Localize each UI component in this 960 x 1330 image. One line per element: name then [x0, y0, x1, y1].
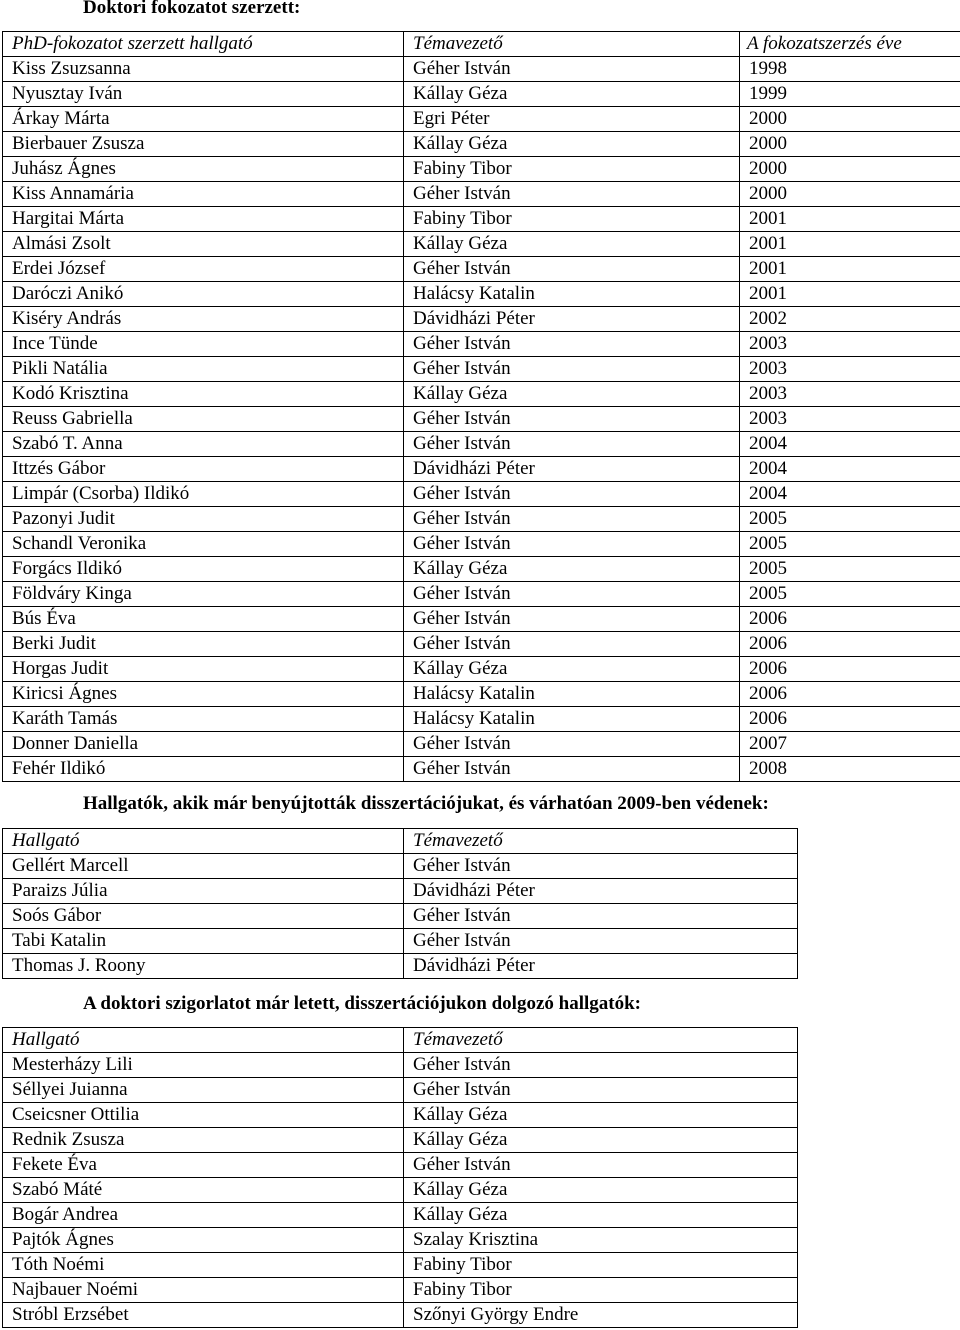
student-cell: Bierbauer Zsusza — [3, 132, 404, 157]
column-header-student: Hallgató — [3, 829, 404, 854]
year-cell: 2006 — [740, 632, 960, 657]
year-cell: 2000 — [740, 157, 960, 182]
student-cell: Pazonyi Judit — [3, 507, 404, 532]
year-cell: 2004 — [740, 432, 960, 457]
student-cell: Thomas J. Roony — [3, 954, 404, 979]
supervisor-cell: Géher István — [404, 182, 740, 207]
year-cell: 2006 — [740, 657, 960, 682]
year-cell: 2008 — [740, 757, 960, 782]
student-cell: Horgas Judit — [3, 657, 404, 682]
supervisor-cell: Géher István — [404, 1153, 798, 1178]
column-header-supervisor: Témavezető — [404, 829, 798, 854]
supervisor-cell: Dávidházi Péter — [404, 307, 740, 332]
year-cell: 2003 — [740, 407, 960, 432]
table-row — [3, 157, 960, 182]
table-row — [3, 707, 960, 732]
supervisor-cell: Géher István — [404, 757, 740, 782]
table-row — [3, 682, 960, 707]
student-cell: Juhász Ágnes — [3, 157, 404, 182]
year-cell: 2000 — [740, 182, 960, 207]
table-header-row — [3, 1028, 798, 1053]
supervisor-cell: Géher István — [404, 854, 798, 879]
table-row — [3, 954, 798, 979]
table-row — [3, 1203, 798, 1228]
table-row — [3, 332, 960, 357]
supervisor-cell: Géher István — [404, 482, 740, 507]
table-row — [3, 407, 960, 432]
year-cell: 2001 — [740, 232, 960, 257]
student-cell: Kiséry András — [3, 307, 404, 332]
supervisor-cell: Géher István — [404, 607, 740, 632]
table-row — [3, 1153, 798, 1178]
supervisor-cell: Géher István — [404, 432, 740, 457]
supervisor-cell: Kállay Géza — [404, 1128, 798, 1153]
supervisor-cell: Halácsy Katalin — [404, 282, 740, 307]
supervisor-cell: Fabiny Tibor — [404, 157, 740, 182]
table-row — [3, 757, 960, 782]
year-cell: 2001 — [740, 257, 960, 282]
table-row — [3, 732, 960, 757]
table-row — [3, 607, 960, 632]
year-cell: 2005 — [740, 557, 960, 582]
table-row — [3, 929, 798, 954]
supervisor-cell: Fabiny Tibor — [404, 1278, 798, 1303]
supervisor-cell: Kállay Géza — [404, 382, 740, 407]
student-cell: Földváry Kinga — [3, 582, 404, 607]
table-row — [3, 1228, 798, 1253]
student-cell: Ince Tünde — [3, 332, 404, 357]
student-cell: Kiss Zsuzsanna — [3, 57, 404, 82]
table-row — [3, 132, 960, 157]
year-cell: 2007 — [740, 732, 960, 757]
student-cell: Tabi Katalin — [3, 929, 404, 954]
table-row — [3, 1278, 798, 1303]
year-cell: 2001 — [740, 207, 960, 232]
table-row — [3, 657, 960, 682]
student-cell: Hargitai Márta — [3, 207, 404, 232]
year-cell: 2003 — [740, 332, 960, 357]
student-cell: Kiss Annamária — [3, 182, 404, 207]
in-progress-table — [2, 1027, 798, 1328]
student-cell: Pikli Natália — [3, 357, 404, 382]
supervisor-cell: Géher István — [404, 532, 740, 557]
year-cell: 2006 — [740, 707, 960, 732]
table-row — [3, 507, 960, 532]
student-cell: Soós Gábor — [3, 904, 404, 929]
table-row — [3, 182, 960, 207]
student-cell: Pajtók Ágnes — [3, 1228, 404, 1253]
supervisor-cell: Kállay Géza — [404, 1103, 798, 1128]
student-cell: Daróczi Anikó — [3, 282, 404, 307]
student-cell: Erdei József — [3, 257, 404, 282]
supervisor-cell: Géher István — [404, 407, 740, 432]
student-cell: Stróbl Erzsébet — [3, 1303, 404, 1328]
supervisor-cell: Géher István — [404, 507, 740, 532]
student-cell: Almási Zsolt — [3, 232, 404, 257]
student-cell: Szabó T. Anna — [3, 432, 404, 457]
year-cell: 2005 — [740, 507, 960, 532]
table-row — [3, 432, 960, 457]
table-row — [3, 557, 960, 582]
supervisor-cell: Fabiny Tibor — [404, 1253, 798, 1278]
supervisor-cell: Fabiny Tibor — [404, 207, 740, 232]
section-heading-in-progress: A doktori szigorlatot már letett, disszertációjukon dolgozó hallgatók: — [83, 993, 641, 1014]
student-cell: Fehér Ildikó — [3, 757, 404, 782]
student-cell: Donner Daniella — [3, 732, 404, 757]
supervisor-cell: Kállay Géza — [404, 1178, 798, 1203]
column-header-supervisor: Témavezető — [404, 1028, 798, 1053]
student-cell: Mesterházy Lili — [3, 1053, 404, 1078]
table-row — [3, 382, 960, 407]
student-cell: Najbauer Noémi — [3, 1278, 404, 1303]
year-cell: 2006 — [740, 607, 960, 632]
supervisor-cell: Szalay Krisztina — [404, 1228, 798, 1253]
column-header-year: A fokozatszerzés éve — [740, 32, 960, 57]
supervisor-cell: Géher István — [404, 257, 740, 282]
year-cell: 2003 — [740, 382, 960, 407]
supervisor-cell: Halácsy Katalin — [404, 682, 740, 707]
year-cell: 2005 — [740, 582, 960, 607]
table-row — [3, 879, 798, 904]
student-cell: Forgács Ildikó — [3, 557, 404, 582]
table-row — [3, 854, 798, 879]
student-cell: Reuss Gabriella — [3, 407, 404, 432]
table-row — [3, 1303, 798, 1328]
doctorates-table — [2, 31, 960, 782]
student-cell: Kiricsi Ágnes — [3, 682, 404, 707]
supervisor-cell: Kállay Géza — [404, 132, 740, 157]
supervisor-cell: Kállay Géza — [404, 1203, 798, 1228]
supervisor-cell: Géher István — [404, 332, 740, 357]
table-row — [3, 232, 960, 257]
table-row — [3, 82, 960, 107]
student-cell: Séllyei Juianna — [3, 1078, 404, 1103]
student-cell: Berki Judit — [3, 632, 404, 657]
supervisor-cell: Géher István — [404, 929, 798, 954]
student-cell: Szabó Máté — [3, 1178, 404, 1203]
student-cell: Paraizs Júlia — [3, 879, 404, 904]
table-row — [3, 207, 960, 232]
year-cell: 1998 — [740, 57, 960, 82]
supervisor-cell: Géher István — [404, 632, 740, 657]
supervisor-cell: Kállay Géza — [404, 232, 740, 257]
supervisor-cell: Géher István — [404, 1053, 798, 1078]
year-cell: 2003 — [740, 357, 960, 382]
supervisor-cell: Dávidházi Péter — [404, 879, 798, 904]
student-cell: Fekete Éva — [3, 1153, 404, 1178]
supervisor-cell: Géher István — [404, 1078, 798, 1103]
section-heading-doctorates: Doktori fokozatot szerzett: — [83, 0, 301, 18]
column-header-student: Hallgató — [3, 1028, 404, 1053]
year-cell: 2006 — [740, 682, 960, 707]
year-cell: 2005 — [740, 532, 960, 557]
supervisor-cell: Géher István — [404, 57, 740, 82]
student-cell: Karáth Tamás — [3, 707, 404, 732]
year-cell: 2004 — [740, 482, 960, 507]
column-header-supervisor: Témavezető — [404, 32, 740, 57]
year-cell: 2002 — [740, 307, 960, 332]
table-row — [3, 1053, 798, 1078]
table-row — [3, 107, 960, 132]
supervisor-cell: Egri Péter — [404, 107, 740, 132]
table-row — [3, 1078, 798, 1103]
student-cell: Schandl Veronika — [3, 532, 404, 557]
supervisor-cell: Kállay Géza — [404, 557, 740, 582]
year-cell: 2004 — [740, 457, 960, 482]
student-cell: Bogár Andrea — [3, 1203, 404, 1228]
student-cell: Nyusztay Iván — [3, 82, 404, 107]
table-row — [3, 457, 960, 482]
supervisor-cell: Géher István — [404, 357, 740, 382]
supervisor-cell: Géher István — [404, 904, 798, 929]
table-row — [3, 1103, 798, 1128]
table-row — [3, 1128, 798, 1153]
year-cell: 1999 — [740, 82, 960, 107]
year-cell: 2001 — [740, 282, 960, 307]
supervisor-cell: Géher István — [404, 732, 740, 757]
supervisor-cell: Dávidházi Péter — [404, 954, 798, 979]
supervisor-cell: Szőnyi György Endre — [404, 1303, 798, 1328]
year-cell: 2000 — [740, 132, 960, 157]
student-cell: Kodó Krisztina — [3, 382, 404, 407]
section-heading-submitted: Hallgatók, akik már benyújtották disszertációjukat, és várhatóan 2009-ben védenek: — [83, 793, 769, 814]
student-cell: Bús Éva — [3, 607, 404, 632]
supervisor-cell: Géher István — [404, 582, 740, 607]
student-cell: Ittzés Gábor — [3, 457, 404, 482]
table-row — [3, 582, 960, 607]
student-cell: Tóth Noémi — [3, 1253, 404, 1278]
supervisor-cell: Dávidházi Péter — [404, 457, 740, 482]
student-cell: Gellért Marcell — [3, 854, 404, 879]
table-row — [3, 632, 960, 657]
year-cell: 2000 — [740, 107, 960, 132]
student-cell: Rednik Zsusza — [3, 1128, 404, 1153]
table-row — [3, 1178, 798, 1203]
table-row — [3, 357, 960, 382]
supervisor-cell: Kállay Géza — [404, 657, 740, 682]
table-row — [3, 904, 798, 929]
student-cell: Limpár (Csorba) Ildikó — [3, 482, 404, 507]
supervisor-cell: Halácsy Katalin — [404, 707, 740, 732]
table-row — [3, 307, 960, 332]
table-row — [3, 1253, 798, 1278]
student-cell: Árkay Márta — [3, 107, 404, 132]
table-row — [3, 57, 960, 82]
table-row — [3, 257, 960, 282]
table-header-row — [3, 829, 798, 854]
student-cell: Cseicsner Ottilia — [3, 1103, 404, 1128]
table-row — [3, 282, 960, 307]
column-header-student: PhD-fokozatot szerzett hallgató — [3, 32, 404, 57]
supervisor-cell: Kállay Géza — [404, 82, 740, 107]
submitted-table — [2, 828, 798, 979]
table-row — [3, 482, 960, 507]
table-header-row — [3, 32, 960, 57]
table-row — [3, 532, 960, 557]
